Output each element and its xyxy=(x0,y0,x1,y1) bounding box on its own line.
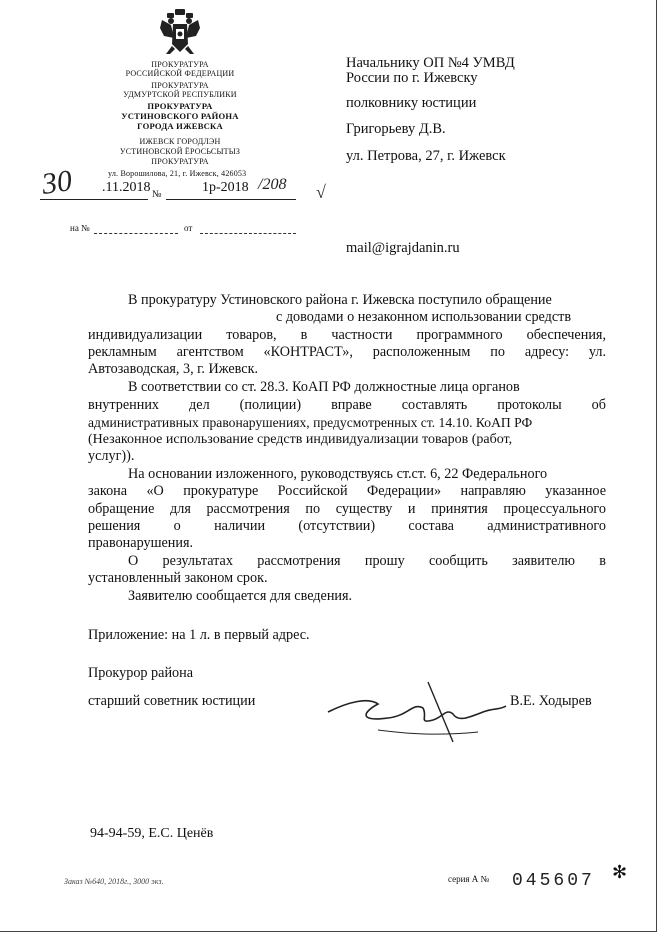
recipient-email: mail@igrajdanin.ru xyxy=(346,240,460,256)
checkmark-icon: √ xyxy=(316,182,326,202)
recipient-line: Начальнику ОП №4 УМВД xyxy=(346,55,515,71)
reference-label: на № xyxy=(70,223,90,233)
series-label: серия А № xyxy=(448,874,490,884)
letterhead-line: ПРОКУРАТУРА xyxy=(151,60,209,69)
date-underline xyxy=(40,199,148,200)
body-text-line: решения о наличии (отсутствии) состава административного xyxy=(88,518,606,534)
letterhead-line: РОССИЙСКОЙ ФЕДЕРАЦИИ xyxy=(125,69,235,78)
print-order-note: Заказ №640, 2018г., 3000 экз. xyxy=(64,877,164,886)
body-text-line: На основании изложенного, руководствуясь ст.ст. 6, 22 Федерального xyxy=(128,466,548,482)
letterhead-dept: ГОРОДА ИЖЕВСКА xyxy=(137,121,223,131)
body-text-line: рекламным агентством «КОНТРАСТ», расположенным по адресу: ул. xyxy=(88,344,606,360)
reference-number-line xyxy=(94,233,178,234)
body-text-line: О результатах рассмотрения прошу сообщить заявителю в xyxy=(128,553,606,569)
letterhead-address: ул. Ворошилова, 21, г. Ижевск, 426053 xyxy=(108,169,247,178)
body-text-line: закона «О прокуратуре Российской Федерации» направляю указанное xyxy=(88,483,606,499)
letter-number: 1р-2018 xyxy=(202,180,249,195)
number-label: № xyxy=(152,189,162,200)
body-text-line: с доводами о незаконном использовании средств xyxy=(276,309,572,325)
body-text-line: индивидуализации товаров, в частности программного обеспечения, xyxy=(88,327,606,343)
body-text-line: (Незаконное использование средств индивидуализации товаров (работ, xyxy=(88,432,513,447)
recipient-line: России по г. Ижевску xyxy=(346,70,478,86)
letter-date: .11.2018 xyxy=(102,180,151,195)
signatory-position: Прокурор района xyxy=(88,665,194,681)
handwritten-signature xyxy=(318,672,508,752)
letterhead-line: УДМУРТСКОЙ РЕСПУБЛИКИ xyxy=(123,90,237,99)
attachment-line: Приложение: на 1 л. в первый адрес. xyxy=(88,627,310,643)
body-text-line: Автозаводская, 3, г. Ижевск. xyxy=(88,361,259,377)
body-text-line: правонарушения. xyxy=(88,535,194,551)
body-text-line: обращение для рассмотрения по существу и принятия процессуального xyxy=(88,501,606,517)
signatory-rank: старший советник юстиции xyxy=(88,693,256,709)
body-text-line: установленный законом срок. xyxy=(88,570,268,586)
number-underline xyxy=(166,199,296,200)
coat-of-arms-emblem xyxy=(158,8,202,58)
contact-line: 94-94-59, Е.С. Ценёв xyxy=(90,826,214,841)
reference-date-line xyxy=(200,233,296,234)
letterhead-dept: УСТИНОВСКОГО РАЙОНА xyxy=(121,111,239,121)
body-text-line: В соответствии со ст. 28.3. КоАП РФ должностные лица органов xyxy=(128,379,520,395)
recipient-line: полковнику юстиции xyxy=(346,95,477,111)
letterhead-udm: ПРОКУРАТУРА xyxy=(151,157,209,166)
handwritten-number-suffix: /208 xyxy=(258,176,287,193)
recipient-address: ул. Петрова, 27, г. Ижевск xyxy=(346,148,506,164)
body-text-line: Заявителю сообщается для сведения. xyxy=(128,588,353,604)
body-text-line: услуг)). xyxy=(88,448,135,464)
serial-number: 045607 xyxy=(512,871,595,891)
body-text-line: внутренних дел (полиции) вправе составлять протоколы об xyxy=(88,397,606,413)
signatory-name: В.Е. Ходырев xyxy=(510,693,592,709)
letterhead-dept: ПРОКУРАТУРА xyxy=(147,101,213,111)
reference-from-label: от xyxy=(184,223,193,233)
asterisk-mark-icon: ✻ xyxy=(612,862,628,882)
recipient-name: Григорьеву Д.В. xyxy=(346,121,446,137)
letterhead-udm: УСТИНОВСКОЙ ЁРОСЬСЫТЫЗ xyxy=(119,147,241,156)
letterhead-udm: ИЖЕВСК ГОРОДЛЭН xyxy=(139,137,221,146)
letterhead-line: ПРОКУРАТУРА xyxy=(151,81,209,90)
handwritten-date-day: 30 xyxy=(39,164,75,201)
body-text-line: В прокуратуру Устиновского района г. Ижевска поступило обращение xyxy=(128,292,552,308)
body-text-line: административных правонарушениях, предусмотренных ст. 14.10. КоАП РФ xyxy=(88,415,533,430)
